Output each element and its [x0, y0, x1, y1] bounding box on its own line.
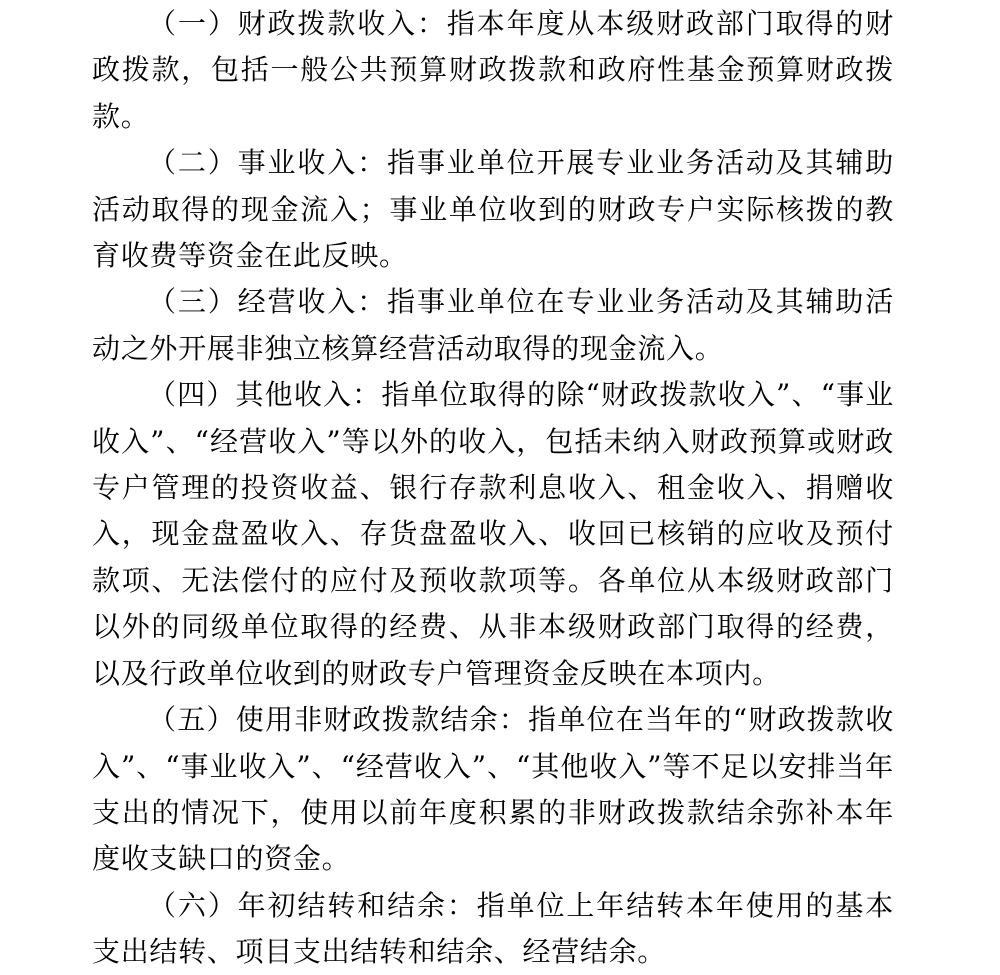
- para-other-income: （四）其他收入：指单位取得的除“财政拨款收入”、“事业收入”、“经营收入”等以外的收入，包括未纳入财政预算或财政专户管理的投资收益、银行存款利息收入、租金收入、捐赠收入，现金盘盈收入、存货盘盈收入、收回已核销的应收及预付款项、无法偿付的应付及预收款项等。各单位从本级财政部门以外的同级单位取得的经费、从非本级财政部门取得的经费，以及行政单位收到的财政专户管理资金反映在本项内。: [92, 378, 894, 690]
- para-fiscal-appropriation-income: （一）财政拨款收入：指本年度从本级财政部门取得的财政拨款，包括一般公共预算财政拨款和政府性基金预算财政拨款。: [92, 7, 894, 133]
- para-institutional-income: （二）事业收入：指事业单位开展专业业务活动及其辅助活动取得的现金流入；事业单位收到的财政专户实际核拨的教育收费等资金在此反映。: [92, 146, 894, 273]
- para-beginning-year-carryover-and-surplus: （六）年初结转和结余：指单位上年结转本年使用的基本支出结转、项目支出结转和结余、经营结余。: [92, 888, 894, 969]
- para-operating-income: （三）经营收入：指事业单位在专业业务活动及其辅助活动之外开展非独立核算经营活动取得的现金流入。: [92, 285, 894, 365]
- para-use-of-non-fiscal-appropriation-surplus: （五）使用非财政拨款结余：指单位在当年的“财政拨款收入”、“事业收入”、“经营收入”、“其他收入”等不足以安排当年支出的情况下，使用以前年度积累的非财政拨款结余弥补本年度收支缺口的资金。: [92, 703, 894, 876]
